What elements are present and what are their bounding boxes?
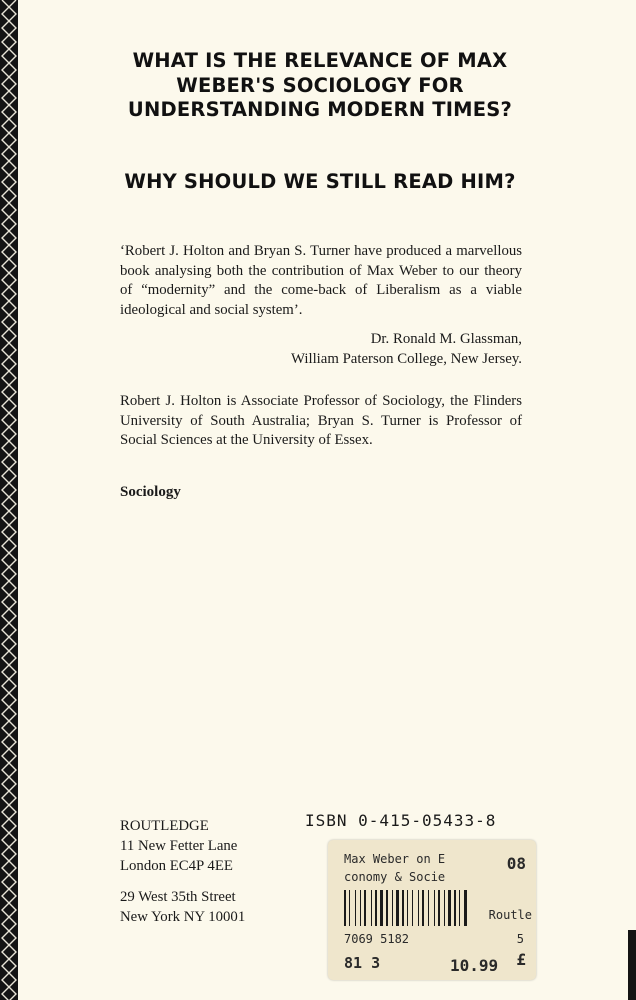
sticker-barcode-number: 7069 5182 bbox=[344, 932, 410, 946]
headline-why-read: WHY SHOULD WE STILL READ HIM? bbox=[124, 170, 516, 193]
back-cover bbox=[18, 0, 636, 1000]
sticker-title-line2: conomy & Socie bbox=[344, 870, 446, 884]
isbn-number: ISBN 0-415-05433-8 bbox=[305, 811, 497, 830]
author-bio: Robert J. Holton is Associate Professor of Sociology, the Flinders University of South Australia; Bryan S. Turner is Professor of Social Sciences at the University of Essex. bbox=[120, 393, 522, 449]
quote-author: Dr. Ronald M. Glassman, bbox=[370, 331, 522, 347]
review-quote: ‘Robert J. Holton and Bryan S. Turner have produced a marvellous book analysing both the contribution of Max Weber to our theory of “modernity” and the come-back of Liberalism as a viable ideological and social system’. bbox=[120, 243, 522, 318]
publisher-address-line2: London EC4P 4EE bbox=[120, 858, 233, 874]
sticker-title-line1: Max Weber on E bbox=[344, 852, 446, 866]
price-sticker bbox=[328, 840, 536, 980]
sticker-count: 5 bbox=[516, 932, 524, 946]
sticker-code: 08 bbox=[506, 854, 526, 873]
publisher-address-line3: 29 West 35th Street bbox=[120, 889, 236, 905]
right-edge-strip bbox=[628, 930, 636, 1000]
spine-pattern bbox=[0, 0, 18, 1000]
publisher-address-line1: 11 New Fetter Lane bbox=[120, 838, 238, 854]
publisher-name: ROUTLEDGE bbox=[120, 818, 209, 834]
sticker-price: 10.99 bbox=[450, 956, 499, 975]
headline-question: WHAT IS THE RELEVANCE OF MAX WEBER'S SOCIOLOGY FOR UNDERSTANDING MODERN TIMES? bbox=[127, 49, 513, 121]
publisher-address-line4: New York NY 10001 bbox=[120, 909, 246, 925]
barcode-icon bbox=[342, 890, 474, 926]
sticker-currency: £ bbox=[516, 950, 526, 969]
sticker-publisher: Routle bbox=[488, 908, 532, 922]
subject-category: Sociology bbox=[120, 484, 181, 500]
quote-affiliation: William Paterson College, New Jersey. bbox=[290, 351, 522, 367]
sticker-left-code: 81 3 bbox=[344, 954, 381, 972]
